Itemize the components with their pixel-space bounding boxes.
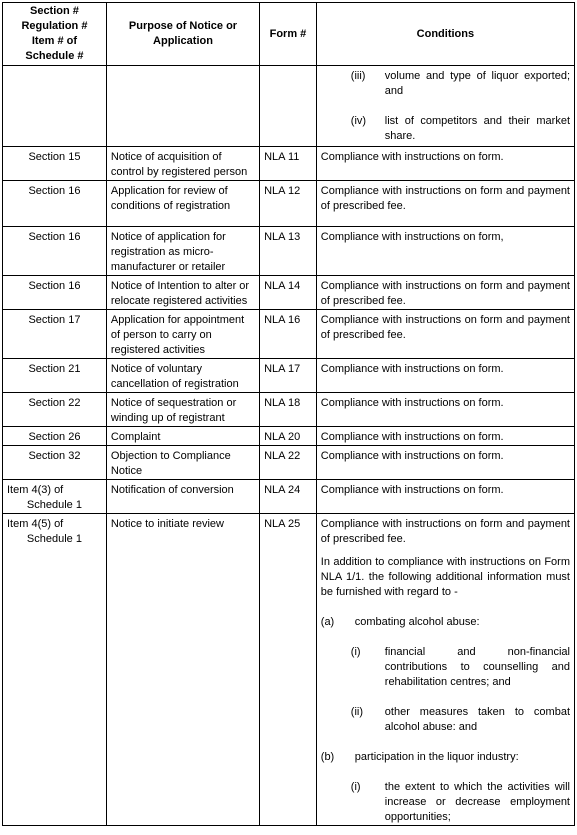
table-row bbox=[3, 514, 575, 826]
header-row bbox=[3, 3, 575, 66]
conditions-cell: Compliance with instructions on form. bbox=[316, 446, 574, 480]
sub-item bbox=[321, 750, 570, 765]
section-cell: Section 21 bbox=[3, 359, 107, 393]
sub-item bbox=[351, 780, 570, 825]
table-row bbox=[3, 66, 575, 147]
section-cell: Section 22 bbox=[3, 393, 107, 427]
table-row bbox=[3, 359, 575, 393]
conditions-paragraph: Compliance with instructions on form and payment of prescribed fee. bbox=[320, 518, 570, 545]
form-cell: NLA 16 bbox=[260, 310, 317, 359]
sub-item-label: (ii) bbox=[350, 706, 363, 718]
form-cell: NLA 14 bbox=[260, 276, 317, 310]
table-row bbox=[3, 393, 575, 427]
conditions-cell: Compliance with instructions on form and payment of prescribed fee. bbox=[316, 276, 574, 310]
sub-item-text: the extent to which the activities will increase or decrease employment opportunities; bbox=[384, 781, 570, 823]
header-conditions: Conditions bbox=[316, 3, 574, 66]
conditions-cell: Compliance with instructions on form and payment of prescribed fee. bbox=[316, 310, 574, 359]
purpose-cell: Notice of acquisition of control by registered person bbox=[106, 147, 259, 181]
conditions-paragraph: In addition to compliance with instructions on Form NLA 1/1. the following additional information must be furnished with regard to - bbox=[320, 556, 570, 598]
form-cell: NLA 13 bbox=[260, 227, 317, 276]
table-row bbox=[3, 227, 575, 276]
purpose-cell: Notice of sequestration or winding up of registrant bbox=[106, 393, 259, 427]
section-cell bbox=[3, 480, 107, 514]
purpose-cell: Complaint bbox=[106, 427, 259, 446]
purpose-cell: Application for appointment of person to carry on registered activities bbox=[106, 310, 259, 359]
sub-item bbox=[351, 114, 570, 144]
section-cell bbox=[3, 514, 107, 826]
sub-item-text: participation in the liquor industry: bbox=[354, 751, 519, 763]
regulations-table bbox=[2, 2, 575, 826]
header-form: Form # bbox=[260, 3, 317, 66]
conditions-cell: Compliance with instructions on form. bbox=[316, 393, 574, 427]
form-cell: NLA 18 bbox=[260, 393, 317, 427]
conditions-cell: Compliance with instructions on form. bbox=[316, 147, 574, 181]
purpose-cell: Notification of conversion bbox=[106, 480, 259, 514]
section-item-text: Item 4(5) of bbox=[7, 518, 64, 530]
conditions-cell: Compliance with instructions on form. bbox=[316, 480, 574, 514]
purpose-cell: Notice to initiate review bbox=[106, 514, 259, 826]
sub-item-label: (iv) bbox=[350, 115, 367, 127]
section-cell: Section 32 bbox=[3, 446, 107, 480]
section-schedule-text: Schedule 1 bbox=[26, 533, 82, 545]
purpose-cell: Application for review of conditions of registration bbox=[106, 181, 259, 227]
conditions-cell: Compliance with instructions on form, bbox=[316, 227, 574, 276]
table-row bbox=[3, 181, 575, 227]
table-row bbox=[3, 446, 575, 480]
conditions-cell: Compliance with instructions on form and payment of prescribed fee. bbox=[316, 181, 574, 227]
sub-item-label: (iii) bbox=[350, 70, 366, 82]
sub-item-label: (b) bbox=[320, 751, 335, 763]
table-row bbox=[3, 147, 575, 181]
sub-item-text: financial and non-financial contributions to counselling and rehabilitation centres; and bbox=[384, 646, 570, 688]
sub-item bbox=[321, 615, 570, 630]
form-cell: NLA 11 bbox=[260, 147, 317, 181]
form-cell: NLA 22 bbox=[260, 446, 317, 480]
sub-item-text: volume and type of liquor exported; and bbox=[384, 70, 570, 97]
purpose-cell: Notice of application for registration as micro-manufacturer or retailer bbox=[106, 227, 259, 276]
table-row bbox=[3, 310, 575, 359]
form-cell: NLA 17 bbox=[260, 359, 317, 393]
purpose-cell: Notice of voluntary cancellation of registration bbox=[106, 359, 259, 393]
table-row bbox=[3, 427, 575, 446]
section-item-text: Item 4(3) of bbox=[7, 484, 64, 496]
section-cell: Section 16 bbox=[3, 227, 107, 276]
sub-item bbox=[351, 645, 570, 690]
sub-item bbox=[351, 705, 570, 735]
section-cell: Section 15 bbox=[3, 147, 107, 181]
form-cell: NLA 20 bbox=[260, 427, 317, 446]
conditions-cell bbox=[316, 66, 574, 147]
sub-item-label: (i) bbox=[350, 646, 361, 658]
section-schedule-text: Schedule 1 bbox=[26, 499, 82, 511]
sub-item-label: (i) bbox=[350, 781, 361, 793]
form-cell: NLA 24 bbox=[260, 480, 317, 514]
form-cell: NLA 25 bbox=[260, 514, 317, 826]
section-cell: Section 16 bbox=[3, 181, 107, 227]
table-row bbox=[3, 480, 575, 514]
sub-item-text: list of competitors and their market share. bbox=[384, 115, 570, 142]
section-cell: Section 17 bbox=[3, 310, 107, 359]
section-cell: Section 16 bbox=[3, 276, 107, 310]
sub-item-text: combating alcohol abuse: bbox=[354, 616, 480, 628]
header-purpose: Purpose of Notice or Application bbox=[106, 3, 259, 66]
sub-item-label: (a) bbox=[320, 616, 335, 628]
conditions-cell: Compliance with instructions on form. bbox=[316, 359, 574, 393]
conditions-cell: Compliance with instructions on form. bbox=[316, 427, 574, 446]
purpose-cell: Objection to Compliance Notice bbox=[106, 446, 259, 480]
form-cell: NLA 12 bbox=[260, 181, 317, 227]
conditions-cell bbox=[316, 514, 574, 826]
section-cell: Section 26 bbox=[3, 427, 107, 446]
table-row bbox=[3, 276, 575, 310]
purpose-cell: Notice of Intention to alter or relocate registered activities bbox=[106, 276, 259, 310]
header-section: Section # Regulation # Item # of Schedule # bbox=[3, 3, 107, 66]
sub-item-text: other measures taken to combat alcohol abuse: and bbox=[384, 706, 570, 733]
sub-item bbox=[351, 69, 570, 99]
